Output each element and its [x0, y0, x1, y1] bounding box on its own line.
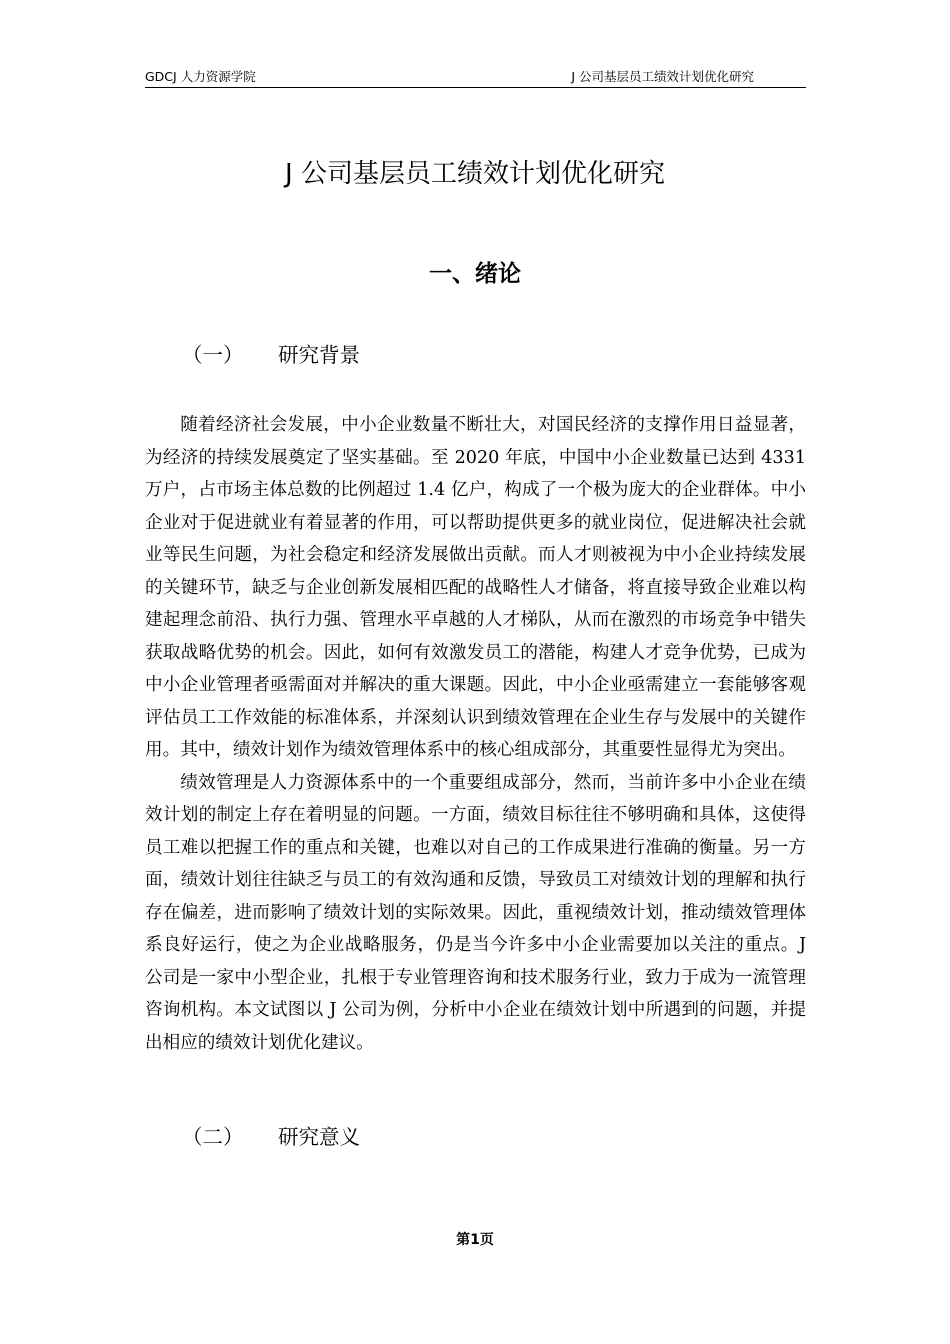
page-number: 第1页 [456, 1232, 494, 1248]
paragraph: 随着经济社会发展，中小企业数量不断壮大，对国民经济的支撑作用日益显著，为经济的持续发展奠定了坚实基础。至 2020 年底，中国中小企业数量已达到 4331 万户，占市场主体总数的比例超过 1.4 亿户，构成了一个极为庞大的企业群体。中小企业对于促进就业有着显著的作用，可以帮助提供更多的就业岗位，促进解决社会就业等民生问题，为社会稳定和经济发展做出贡献。而人才则被视为中小企业持续发展的关键环节，缺乏与企业创新发展相匹配的战略性人才储备，将直接导致企业难以构建起理念前沿、执行力强、管理水平卓越的人才梯队，从而在激烈的市场竞争中错失获取战略优势的机会。因此，如何有效激发员工的潜能，构建人才竞争优势，已成为中小企业管理者亟需面对并解决的重大课题。因此，中小企业亟需建立一套能够客观评估员工工作效能的标准体系，并深刻认识到绩效管理在企业生存与发展中的关键作用。其中，绩效计划作为绩效管理体系中的核心组成部分，其重要性显得尤为突出。 [145, 415, 806, 760]
chapter-heading: 一、绪论 [429, 261, 521, 287]
section-heading-background [182, 340, 360, 370]
section-number: （二） [182, 1125, 244, 1149]
section-heading-significance [182, 1122, 360, 1152]
paragraph: 绩效管理是人力资源体系中的一个重要组成部分，然而，当前许多中小企业在绩效计划的制定上存在着明显的问题。一方面，绩效目标往往不够明确和具体，这使得员工难以把握工作的重点和关键，也难以对自己的工作成果进行准确的衡量。另一方面，绩效计划往往缺乏与员工的有效沟通和反馈，导致员工对绩效计划的理解和执行存在偏差，进而影响了绩效计划的实际效果。因此，重视绩效计划，推动绩效管理体系良好运行，使之为企业战略服务，仍是当今许多中小企业需要加以关注的重点。J 公司是一家中小型企业，扎根于专业管理咨询和技术服务行业，致力于成为一流管理咨询机构。本文试图以 J 公司为例，分析中小企业在绩效计划中所遇到的问题，并提出相应的绩效计划优化建议。 [145, 772, 806, 1053]
section-title: 研究背景 [278, 343, 360, 367]
body-text [145, 409, 806, 1059]
page-header [145, 68, 806, 88]
header-doc-title: J 公司基层员工绩效计划优化研究 [571, 69, 754, 84]
section-title: 研究意义 [278, 1125, 360, 1149]
document-title: J 公司基层员工绩效计划优化研究 [285, 159, 665, 189]
section-number: （一） [182, 343, 244, 367]
header-institution: GDCJ 人力资源学院 [145, 69, 256, 84]
